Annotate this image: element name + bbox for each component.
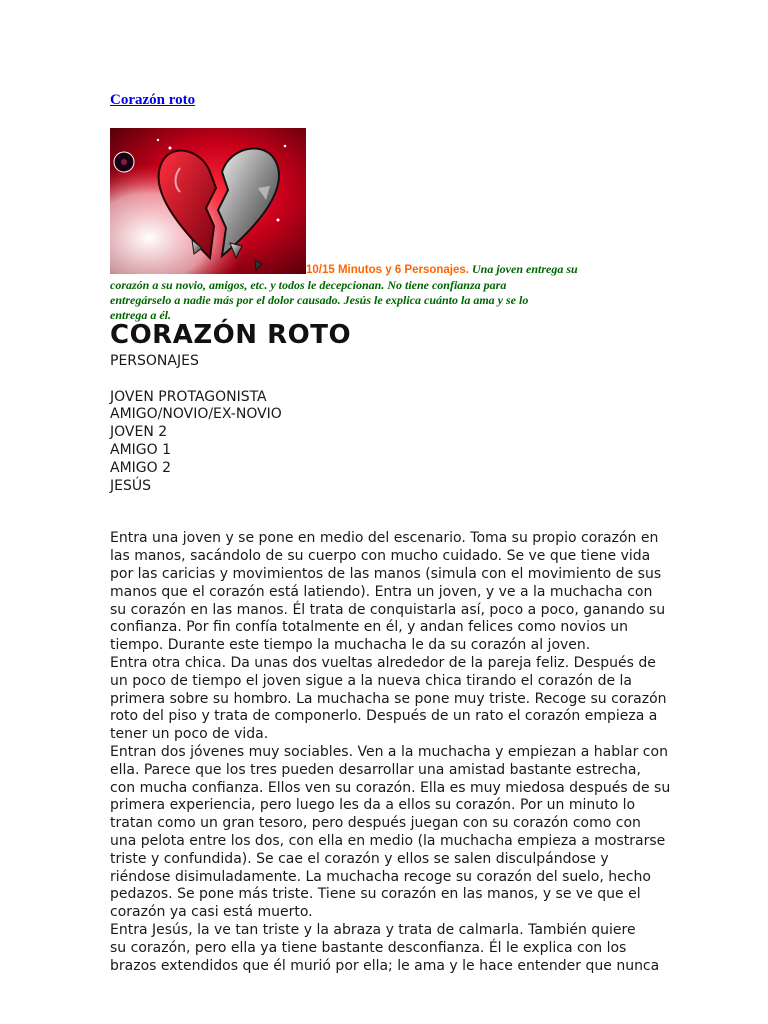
paragraph-line: las manos, sacándolo de su cuerpo con mucho cuidado. Se ve que tiene vida (110, 548, 651, 565)
broken-heart-icon (110, 128, 306, 274)
paragraph-line: ella. Parece que los tres pueden desarrollar una amistad bastante estrecha, (110, 761, 641, 778)
page-title: CORAZÓN ROTO (110, 320, 352, 350)
paragraph-line: Entran dos jóvenes muy sociables. Ven a la muchacha y empiezan a hablar con (110, 743, 668, 760)
paragraph-line: por las caricias y movimientos de las manos (simula con el movimiento de sus (110, 565, 662, 582)
paragraph-line: tener un poco de vida. (110, 726, 269, 743)
paragraph-line: riéndose disimuladamente. La muchacha recoge su corazón del suelo, hecho (110, 868, 651, 885)
paragraph-line: una pelota entre los dos, con ella en medio (la muchacha empieza a mostrarse (110, 832, 666, 849)
personajes-label: PERSONAJES (110, 353, 199, 369)
paragraph-line: primera sobre su hombro. La muchacha se pone muy triste. Recoge su corazón (110, 690, 667, 707)
paragraph-line: triste y confundida). Se cae el corazón y ellos se salen disculpándose y (110, 850, 609, 867)
paragraph-line: brazos extendidos que él murió por ella; le ama y le hace entender que nunca (110, 957, 660, 974)
paragraph-line: Entra Jesús, la ve tan triste y la abraza y trata de calmarla. También quiere (110, 921, 636, 938)
paragraph-line: con mucha confianza. Ellos ven su corazón. Ella es muy miedosa después de su (110, 779, 671, 796)
character-item: JOVEN PROTAGONISTA (110, 388, 267, 405)
script-body (110, 353, 670, 975)
character-item: AMIGO 2 (110, 459, 172, 476)
paragraph-line: su corazón, pero ella ya tiene bastante desconfianza. Él le explica con los (110, 939, 627, 956)
paragraph-line: pedazos. Se pone más triste. Tiene su corazón en las manos, y se ve que el (110, 886, 641, 903)
summary-line: corazón a su novio, amigos, etc. y todos le decepcionan. No tiene confianza para (110, 278, 507, 292)
paragraph-line: roto del piso y trata de componerlo. Después de un rato el corazón empieza a (110, 708, 658, 725)
paragraph-line: Entra una joven y se pone en medio del escenario. Toma su propio corazón en (110, 530, 659, 547)
paragraph-line: manos que el corazón está latiendo). Entra un joven, y ve a la muchacha con (110, 583, 653, 600)
paragraph-line: su corazón en las manos. Él trata de conquistarla así, poco a poco, ganando su (110, 601, 666, 618)
paragraph-line: un poco de tiempo el joven sigue a la nueva chica tirando el corazón de la (110, 672, 632, 689)
broken-heart-image (110, 128, 306, 274)
duration-meta: 10/15 Minutos y 6 Personajes. (306, 264, 469, 276)
character-item: AMIGO 1 (110, 441, 172, 458)
paragraph-line: tratan como un gran tesoro, pero después juegan con su corazón como con (110, 815, 641, 832)
paragraph-line: tiempo. Durante este tiempo la muchacha le da su corazón al joven. (110, 637, 591, 654)
title-link[interactable]: Corazón roto (110, 92, 196, 108)
character-item: AMIGO/NOVIO/EX-NOVIO (110, 406, 282, 423)
character-item: JOVEN 2 (110, 424, 168, 441)
summary-line: entregárselo a nadie más por el dolor causado. Jesús le explica cuánto la ama y se lo (110, 293, 529, 307)
paragraph-line: Entra otra chica. Da unas dos vueltas alrededor de la pareja feliz. Después de (110, 654, 656, 671)
summary-line: entrega a él. (110, 308, 171, 322)
character-item: JESÚS (110, 477, 151, 494)
paragraph-line: corazón ya casi está muerto. (110, 904, 313, 921)
summary-line: Una joven entrega su (472, 262, 578, 276)
paragraph-line: primera experiencia, pero luego les da a ellos su corazón. Por un minuto lo (110, 797, 636, 814)
paragraph-line: confianza. Por fin confía totalmente en él, y andan felices como novios un (110, 619, 629, 636)
summary (110, 262, 630, 323)
